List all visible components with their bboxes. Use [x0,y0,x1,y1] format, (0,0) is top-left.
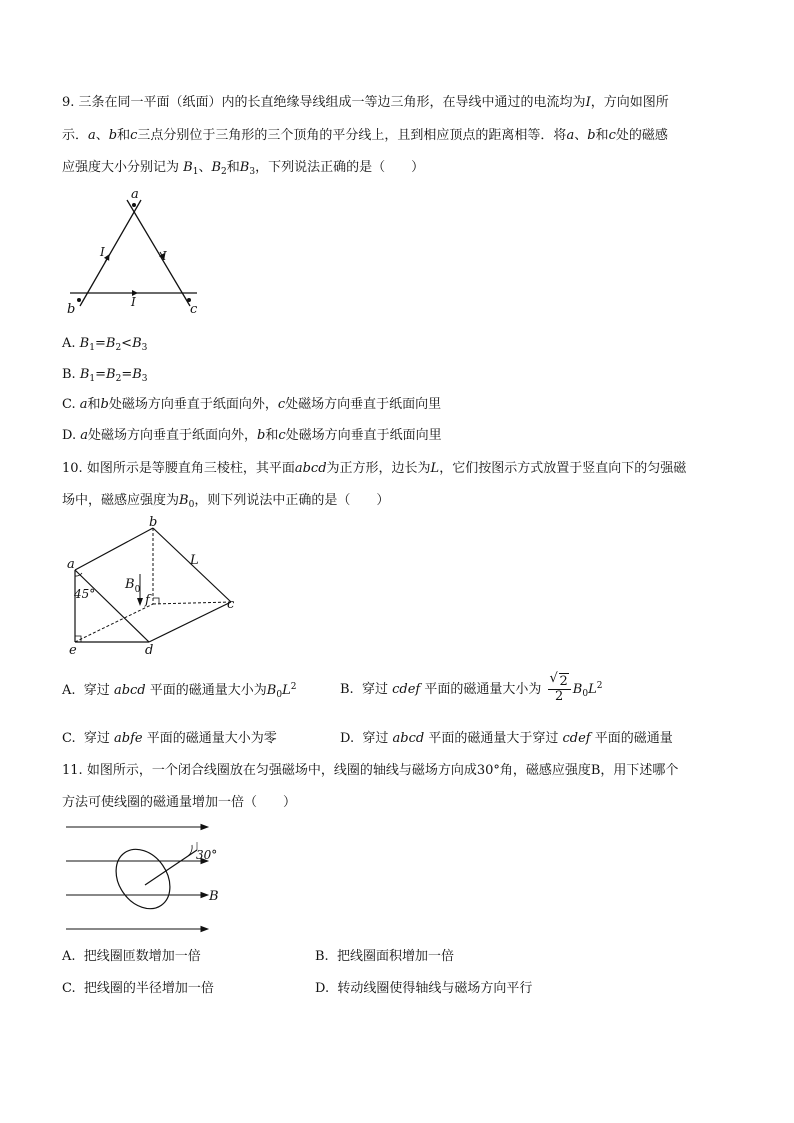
q10-label-c: c [227,597,235,612]
q9-option-d[interactable]: D. a处磁场方向垂直于纸面向外，b和c处磁场方向垂直于纸面向里 [62,428,442,443]
q11-label-angle: 30° [196,848,218,862]
q9-stem-line1: 9. 三条在同一平面（纸面）内的长直绝缘导线组成一等边三角形，在导线中通过的电流均为I，方向如图所 [62,95,669,110]
q10-number: 10. [62,461,83,476]
q10-option-c[interactable]: C. 穿过 abfe 平面的磁通量大小为零 [62,731,277,746]
q11-option-c[interactable]: C. 把线圈的半径增加一倍 [62,981,214,996]
q9-option-a[interactable]: A. $B_1=B_2<B_3$ [62,336,148,353]
q11-coil-figure [66,822,226,937]
q10-label-f: f [145,593,150,608]
q11-option-d[interactable]: D. 转动线圈使得轴线与磁场方向平行 [315,981,533,996]
q9-label-I-bottom: I [131,295,136,309]
q9-label-I-left: I [100,245,105,259]
q10-stem-line1: 10. 如图所示是等腰直角三棱柱，其平面abcd为正方形，边长为L，它们按图示方式放置于竖直向下的匀强磁 [62,461,687,476]
q10-stem-line2: 场中，磁感应强度为$B_0$，则下列说法中正确的是（ ） [62,493,390,510]
q9-option-b[interactable]: B. $B_1=B_2=B_3$ [62,367,148,384]
q10-option-a[interactable]: A. 穿过 abcd 平面的磁通量大小为$B_0L^2$ [62,682,297,700]
q10-label-B0: $B_0$ [125,577,141,595]
q9-label-a: a [131,187,139,202]
q9-point-a [132,203,136,207]
q11-label-B: B [209,889,219,904]
q9-point-b [77,298,81,302]
q10-label-e: e [69,643,77,658]
q10-label-L: L [190,553,199,568]
q10-label-d: d [145,643,154,658]
q10-option-b-fraction: √ $\frac{2}{2}$ [548,675,571,704]
q9-wire-right [127,200,190,306]
q11-stem-line1: 11. 如图所示，一个闭合线圈放在匀强磁场中，线圈的轴线与磁场方向成30°角，磁感应强度B，用下述哪个 [62,763,679,778]
q9-label-I-right: I [162,249,167,263]
q11-option-a[interactable]: A. 把线圈匝数增加一倍 [62,949,201,964]
q9-label-b: b [67,302,76,317]
q9-option-c[interactable]: C. a和b处磁场方向垂直于纸面向外，c处磁场方向垂直于纸面向里 [62,397,442,412]
q10-option-b[interactable]: B. 穿过 cdef 平面的磁通量大小为 √ $\frac{2}{2}$ $B_0L^2$ [340,675,602,704]
q9-stem-line2: 示．a、b和c三点分别位于三角形的三个顶角的平分线上，且到相应顶点的距离相等．将a、b和c处的磁感 [62,128,668,143]
q11-coil [105,839,181,919]
q11-number: 11. [62,763,83,778]
q10-prism-figure [65,515,245,658]
q11-option-b[interactable]: B. 把线圈面积增加一倍 [315,949,454,964]
q9-triangle-figure [65,188,205,318]
q9-label-c: c [190,302,198,317]
q9-wire-left [80,200,141,306]
q9-stem-line3: 应强度大小分别记为 $B_1$、$B_2$和$B_3$，下列说法正确的是（ ） [62,160,425,177]
q10-label-b: b [149,515,158,530]
q10-label-angle: 45° [74,587,96,601]
q9-number: 9. [62,95,75,110]
q10-label-a: a [67,557,75,572]
q10-option-d[interactable]: D. 穿过 abcd 平面的磁通量大于穿过 cdef 平面的磁通量 [340,731,673,746]
q11-stem-line2: 方法可使线圈的磁通量增加一倍（ ） [62,795,297,810]
